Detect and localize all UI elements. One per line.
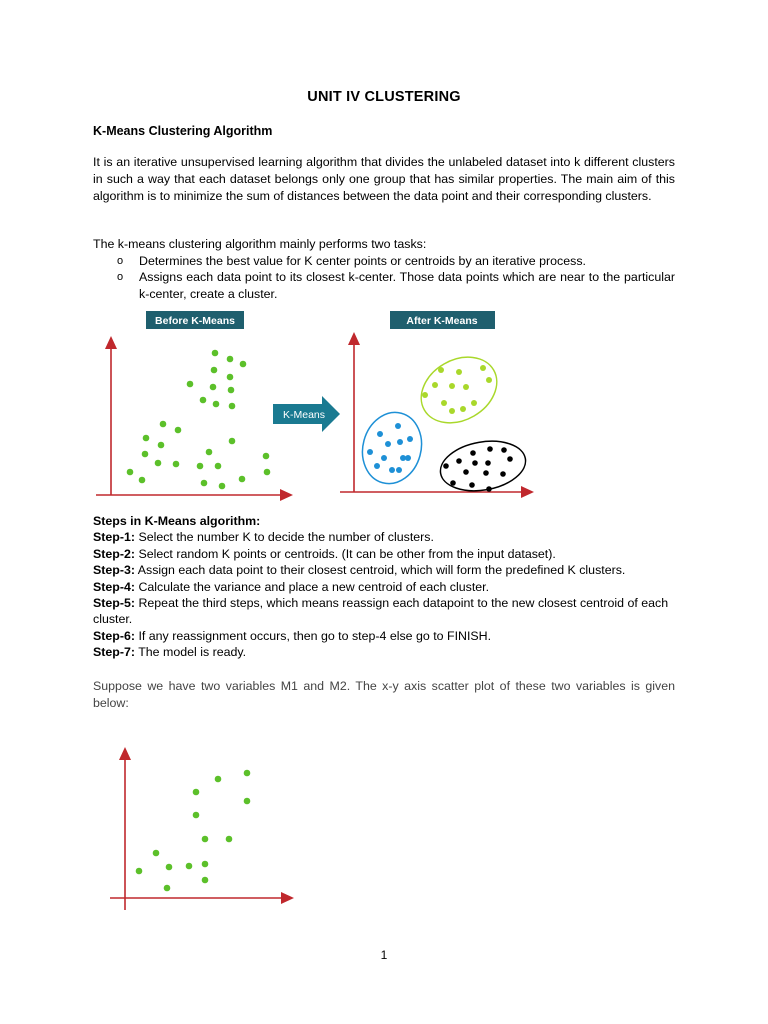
page-number: 1 [380, 948, 388, 962]
cluster-ellipse-lime [409, 344, 508, 436]
arrow-label: K-Means [282, 409, 326, 421]
steps-title: Steps in K-Means algorithm: [93, 514, 261, 528]
step-label: Step-3: [93, 563, 135, 578]
step-item [93, 529, 678, 545]
step-label: Step-6: [93, 628, 135, 643]
after-label: After K-Means [406, 315, 478, 327]
intro-paragraph: It is an iterative unsupervised learning algorithm that divides the unlabeled dataset into k different clusters in such a way that each dataset belongs only one group that has similar properties. The main aim of this algorithm is to minimize the sum of distances between the data point and their corresponding clusters. [93, 155, 675, 203]
bullet-text: Assigns each data point to its closest k-center. Those data points which are near to the particular k-center, create a cluster. [139, 270, 675, 301]
bullet-text: Determines the best value for K center points or centroids by an iterative process. [139, 254, 586, 268]
bullet-marker: o [117, 255, 124, 267]
section-heading: K-Means Clustering Algorithm [93, 124, 273, 138]
step-item [93, 579, 678, 595]
kmeans-illustration [90, 308, 550, 508]
blue-cluster-points [367, 423, 413, 473]
step-label: Step-7: [93, 645, 135, 660]
step-text: The model is ready. [135, 645, 247, 660]
step-text: Assign each data point to their closest centroid, which will form the predefined K clusters. [135, 563, 626, 578]
step-label: Step-5: [93, 596, 135, 611]
before-label: Before K-Means [155, 315, 235, 327]
step-text: Select random K points or centroids. (It can be other from the input dataset). [135, 546, 556, 561]
step-item [93, 546, 678, 562]
step-item [93, 628, 678, 644]
scatter-intro-paragraph: Suppose we have two variables M1 and M2. The x-y axis scatter plot of these two variables is given below: [93, 679, 675, 710]
tasks-intro-paragraph: The k-means clustering algorithm mainly performs two tasks: [93, 237, 427, 251]
before-axes [96, 336, 293, 501]
step-item [93, 562, 678, 578]
steps-section [93, 513, 678, 661]
bullet-marker: o [117, 271, 124, 283]
cluster-ellipse-blue [355, 406, 430, 491]
step-label: Step-2: [93, 546, 135, 561]
step-text: Calculate the variance and place a new centroid of each cluster. [135, 579, 490, 594]
step-text: Select the number K to decide the number of clusters. [135, 530, 434, 545]
step-label: Step-1: [93, 530, 135, 545]
step-text: Repeat the third steps, which means reassign each datapoint to the new closest centroid of each cluster. [93, 596, 669, 627]
cluster-ellipse-black [436, 435, 529, 497]
m1-m2-scatter-plot [100, 740, 310, 920]
scatter-axes [110, 747, 294, 910]
step-text: If any reassignment occurs, then go to step-4 else go to FINISH. [135, 628, 492, 643]
step-label: Step-4: [93, 579, 135, 594]
step-item [93, 595, 678, 628]
kmeans-arrow [273, 396, 340, 432]
before-points [127, 350, 271, 490]
page-title: UNIT IV CLUSTERING [307, 89, 461, 105]
step-item [93, 644, 678, 660]
scatter-points [136, 770, 251, 892]
